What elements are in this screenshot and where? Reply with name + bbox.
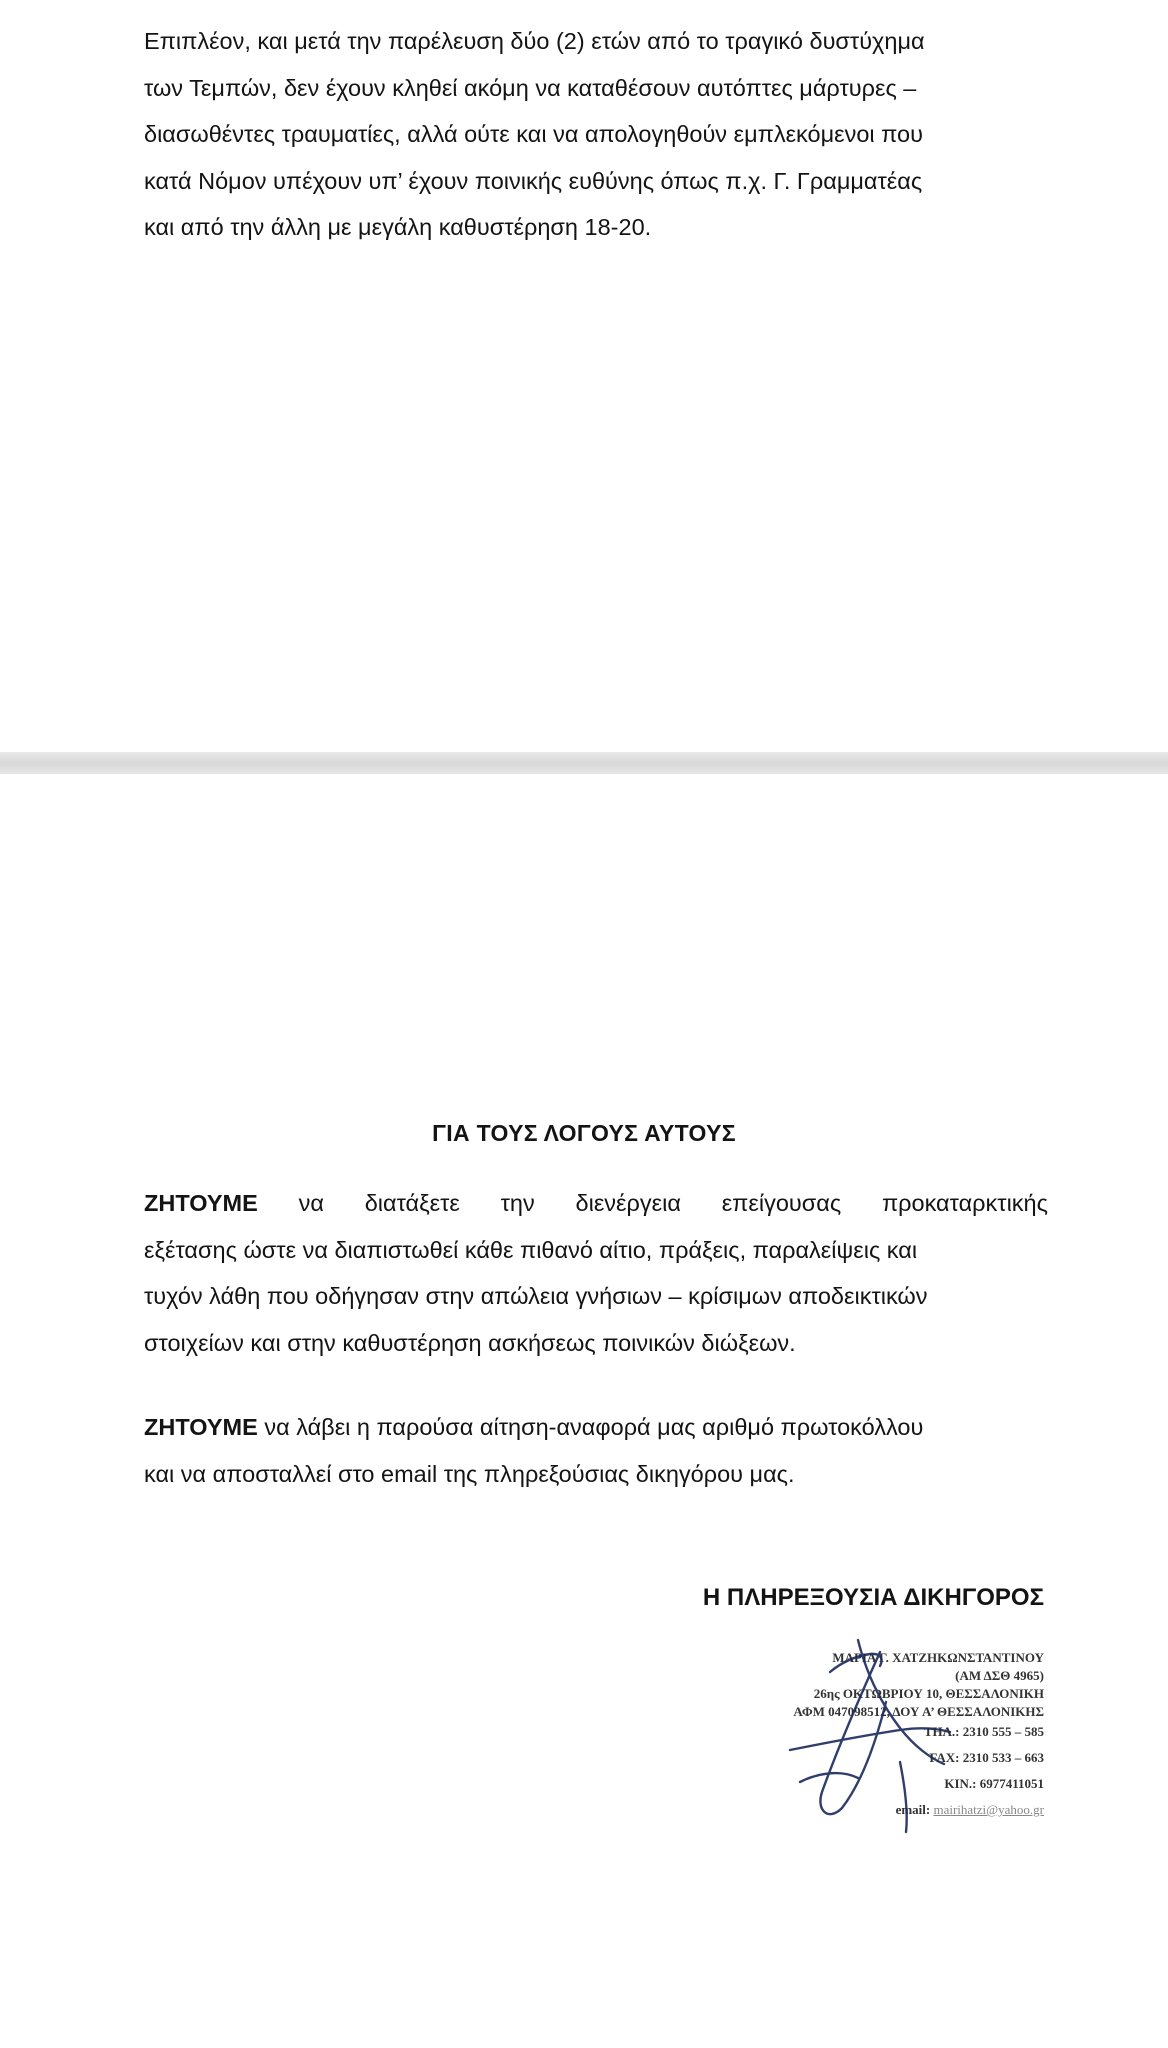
- page-separator: [0, 752, 1168, 774]
- stamp-registry: (ΑΜ ΔΣΘ 4965): [955, 1668, 1044, 1683]
- word: προκαταρκτικής: [881, 1190, 1048, 1216]
- word: να: [298, 1190, 324, 1216]
- previous-page: [0, 0, 1168, 752]
- signer-title: Η ΠΛΗΡΕΞΟΥΣΙΑ ΔΙΚΗΓΟΡΟΣ: [702, 1584, 1044, 1611]
- request-keyword: ΖΗΤΟΥΜΕ: [144, 1414, 258, 1440]
- section-heading: ΓΙΑ ΤΟΥΣ ΛΟΓΟΥΣ ΑΥΤΟΥΣ: [432, 1120, 736, 1146]
- stamp-tax-id: ΑΦΜ 047098512, ΔΟΥ Α’ ΘΕΣΣΑΛΟΝΙΚΗΣ: [793, 1704, 1044, 1719]
- paragraph-line: Επιπλέον, και μετά την παρέλευση δύο (2) ετών από το τραγικό δυστύχημα: [144, 28, 925, 54]
- current-page: [0, 774, 1168, 2048]
- request-paragraph-2: [144, 1404, 1048, 1497]
- stamp-mobile: ΚΙΝ.: 6977411051: [944, 1776, 1044, 1791]
- request-2-line: και να αποσταλλεί στο email της πληρεξούσιας δικηγόρου μας.: [144, 1460, 795, 1487]
- request-1-line: εξέτασης ώστε να διαπιστωθεί κάθε πιθανό αίτιο, πράξεις, παραλείψεις και: [144, 1236, 918, 1263]
- word: διατάξετε: [364, 1190, 460, 1216]
- continuation-paragraph: [144, 18, 1064, 251]
- request-paragraph-1: [144, 1180, 1048, 1366]
- request-keyword: ΖΗΤΟΥΜΕ: [144, 1190, 258, 1216]
- stamp-fax: FAX: 2310 533 – 663: [929, 1750, 1044, 1765]
- stamp-email-value: mairihatzi@yahoo.gr: [933, 1802, 1044, 1817]
- stamp-phone: ΤΗΛ.: 2310 555 – 585: [923, 1724, 1044, 1739]
- stamp-email: [896, 1802, 1044, 1818]
- paragraph-line: των Τεμπών, δεν έχουν κληθεί ακόμη να καταθέσουν αυτόπτες μάρτυρες –: [144, 74, 917, 101]
- request-1-line: τυχόν λάθη που οδήγησαν στην απώλεια γνήσιων – κρίσιμων αποδεικτικών: [144, 1283, 928, 1309]
- paragraph-line: διασωθέντες τραυματίες, αλλά ούτε και να απολογηθούν εμπλεκόμενοι που: [144, 121, 923, 147]
- stamp-address: 26ης ΟΚΤΩΒΡΙΟΥ 10, ΘΕΣΣΑΛΟΝΙΚΗ: [813, 1686, 1044, 1701]
- word: διενέργεια: [575, 1190, 681, 1216]
- stamp-email-label: email:: [895, 1802, 931, 1817]
- request-2-first-line-text: να λάβει η παρούσα αίτηση-αναφορά μας αριθμό πρωτοκόλλου: [257, 1414, 924, 1440]
- request-1-first-line: [144, 1180, 1048, 1227]
- stamp-name: ΜΑΡΙΑ Γ. ΧΑΤΖΗΚΩΝΣΤΑΝΤΙΝΟΥ: [832, 1650, 1044, 1665]
- request-2-first-line: [144, 1404, 1048, 1451]
- word: επείγουσας: [721, 1190, 842, 1216]
- paragraph-line: κατά Νόμον υπέχουν υπ’ έχουν ποινικής ευθύνης όπως π.χ. Γ. Γραμματέας: [144, 167, 923, 194]
- lawyer-stamp: [720, 1650, 1050, 1830]
- paragraph-line: και από την άλλη με μεγάλη καθυστέρηση 18-20.: [144, 214, 652, 240]
- request-1-line: στοιχείων και στην καθυστέρηση ασκήσεως ποινικών διώξεων.: [144, 1329, 796, 1356]
- word: την: [500, 1190, 535, 1216]
